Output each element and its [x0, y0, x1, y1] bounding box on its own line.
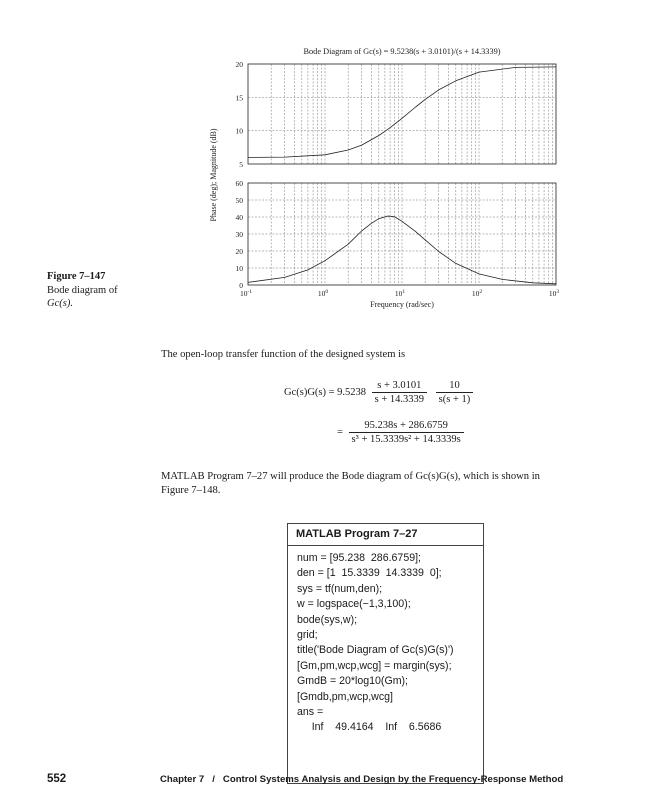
code-line: grid;: [297, 629, 318, 642]
figure-number: Figure 7–147: [47, 271, 106, 282]
x-tick-label: $10^2$: [471, 289, 483, 298]
code-line: [Gm,pm,wcp,wcg] = margin(sys);: [297, 659, 452, 672]
code-line: ans =: [297, 706, 324, 719]
fraction-1-numerator: s + 3.0101: [372, 380, 427, 393]
fraction-1-denominator: s + 14.3339: [374, 394, 425, 405]
code-line: [Gmdb,pm,wcp,wcg]: [297, 690, 393, 703]
fraction-2-denominator: s(s + 1): [438, 394, 471, 405]
paragraph-matlab-line-1: MATLAB Program 7–27 will produce the Bode diagram of Gc(s)G(s), which is shown in: [161, 471, 540, 482]
x-tick-label: $10^1$: [394, 289, 406, 298]
code-line: w = logspace(−1,3,100);: [297, 598, 411, 611]
figure-caption: [47, 270, 157, 311]
fraction-2: [436, 380, 474, 405]
y-tick-label: 5: [239, 160, 243, 169]
equals-sign: =: [337, 427, 343, 438]
y-tick-label: 30: [235, 230, 243, 239]
fraction-1: [372, 380, 427, 405]
fraction-3-denominator: s³ + 15.3339s² + 14.3339s: [351, 434, 461, 445]
code-line: sys = tf(num,den);: [297, 582, 383, 595]
y-tick-label: 60: [235, 179, 243, 188]
y-axis-label: Phase (deg); Magnitude (dB): [209, 128, 218, 222]
magnitude-panel: [236, 60, 557, 169]
code-line: Inf 49.4164 Inf 6.5686: [297, 721, 442, 734]
x-tick-label: $10^0$: [317, 289, 329, 298]
magnitude-curve: [248, 67, 556, 157]
y-tick-label: 10: [235, 264, 243, 273]
paragraph-intro: The open-loop transfer function of the designed system is: [161, 349, 406, 360]
phase-panel: [236, 179, 560, 298]
code-line: bode(sys,w);: [297, 613, 358, 626]
y-tick-label: 0: [239, 281, 243, 290]
program-code: [288, 546, 483, 736]
y-tick-label: 50: [235, 196, 243, 205]
y-tick-label: 40: [235, 213, 243, 222]
x-tick-label: $10^3$: [548, 289, 560, 298]
paragraph-matlab-line-2: Figure 7–148.: [161, 485, 221, 496]
equation-line-2: [337, 420, 467, 445]
figure-caption-math: Gc(s).: [47, 298, 73, 309]
paragraph-matlab: [161, 470, 540, 498]
code-line: num = [95.238 286.6759];: [297, 552, 421, 564]
y-tick-label: 20: [235, 60, 243, 69]
y-tick-label: 10: [235, 126, 243, 136]
code-line: title('Bode Diagram of Gc(s)G(s)'): [297, 644, 454, 657]
figure-caption-line: Bode diagram of: [47, 284, 118, 296]
fraction-3: [349, 420, 464, 445]
program-title: MATLAB Program 7–27: [288, 524, 483, 546]
code-line: GmdB = 20*log10(Gm);: [297, 675, 408, 688]
matlab-program-box: [287, 523, 484, 784]
code-line: den = [1 15.3339 14.3339 0];: [297, 567, 442, 580]
y-tick-label: 15: [235, 93, 243, 103]
y-tick-label: 20: [235, 247, 243, 256]
equation-lhs: Gc(s)G(s) = 9.5238: [284, 387, 367, 398]
equation-line-1: [284, 380, 476, 405]
running-footer: Chapter 7 / Control Systems Analysis and Design by the Frequency-Response Method: [160, 774, 564, 785]
page-number: 552: [47, 773, 67, 785]
x-tick-label: $10^{-1}$: [239, 289, 253, 298]
fraction-3-numerator: 95.238s + 286.6759: [349, 420, 464, 433]
figure-title: Bode Diagram of Gc(s) = 9.5238(s + 3.0101)/(s + 14.3339): [303, 47, 501, 56]
fraction-2-numerator: 10: [436, 380, 474, 393]
x-axis-label: Frequency (rad/sec): [370, 300, 434, 309]
